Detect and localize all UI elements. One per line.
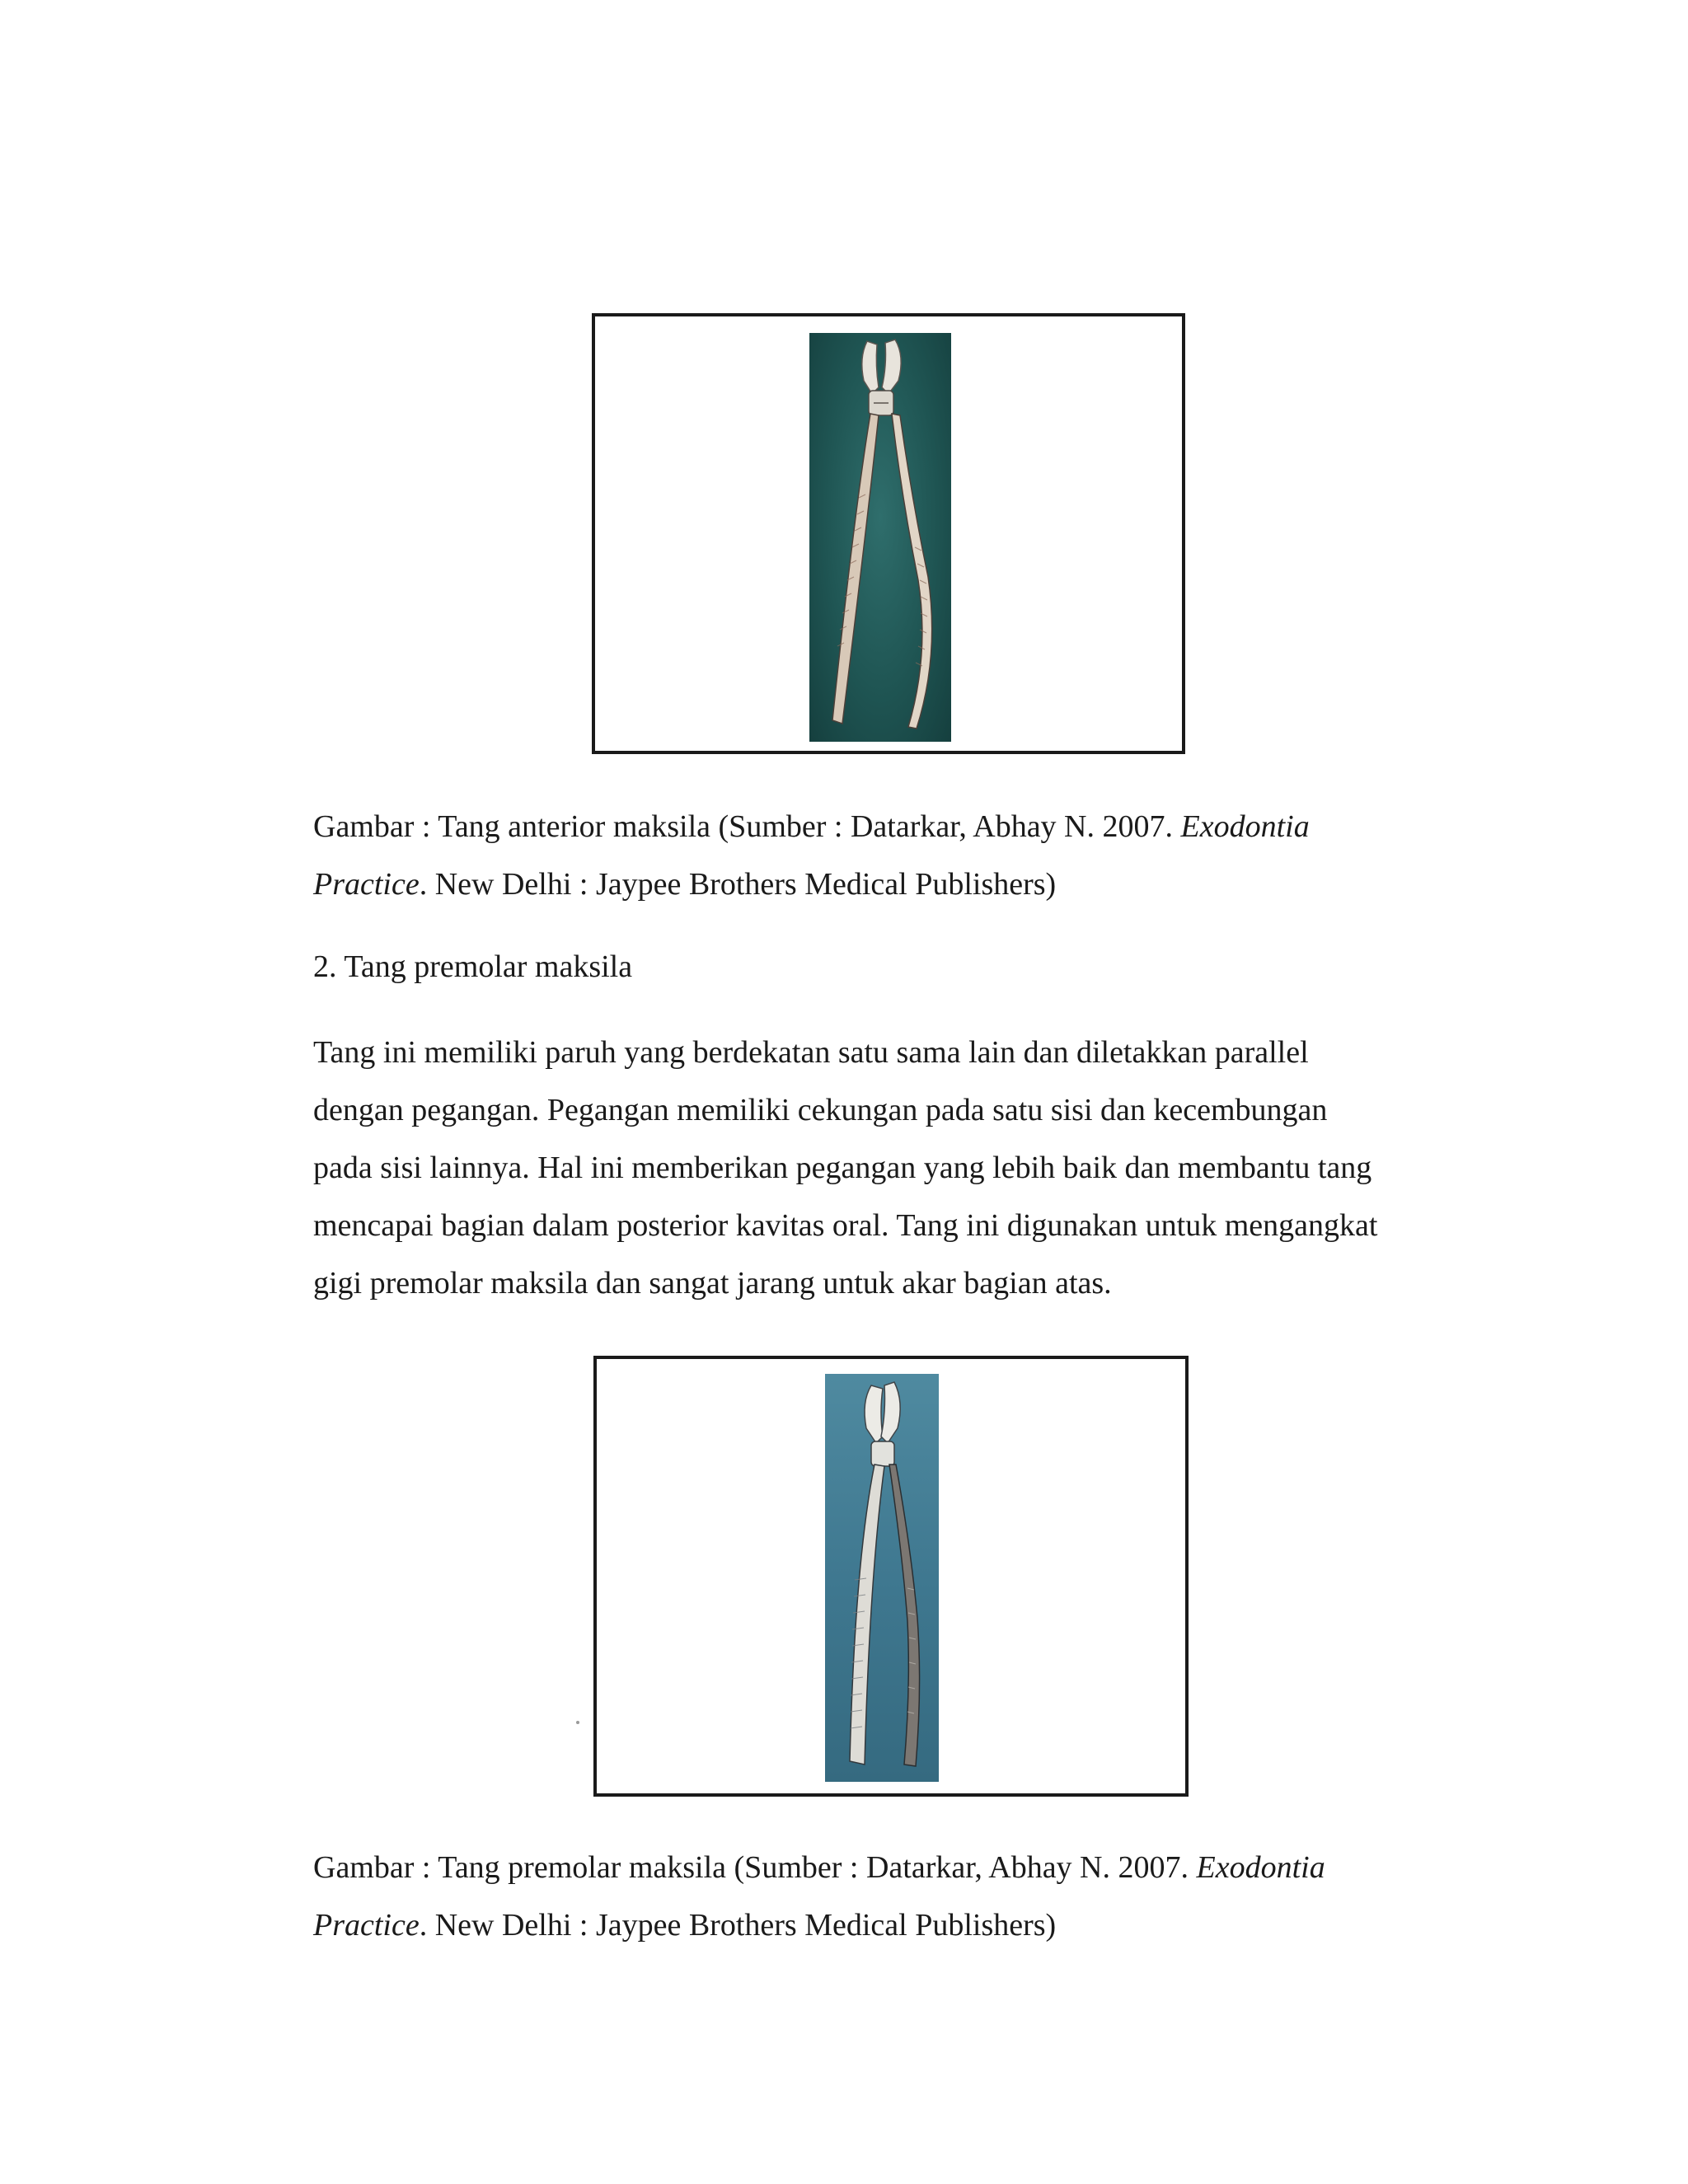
caption-text: . New Delhi : Jaypee Brothers Medical Publishers) xyxy=(419,1908,1057,1943)
body-paragraph xyxy=(313,1024,1377,1312)
paragraph-line: pada sisi lainnya. Hal ini memberikan pegangan yang lebih baik dan membantu tang xyxy=(313,1151,1372,1185)
figure-anterior-forceps xyxy=(592,313,1185,754)
caption-text: Gambar : Tang anterior maksila (Sumber : Datarkar, Abhay N. 2007. xyxy=(313,809,1181,844)
figure-premolar-forceps xyxy=(593,1356,1189,1797)
paragraph-line: gigi premolar maksila dan sangat jarang untuk akar bagian atas. xyxy=(313,1266,1112,1301)
forceps-photo xyxy=(825,1374,939,1782)
paragraph-line: dengan pegangan. Pegangan memiliki cekungan pada satu sisi dan kecembungan xyxy=(313,1093,1328,1127)
caption-text: . New Delhi : Jaypee Brothers Medical Publishers) xyxy=(419,867,1057,902)
caption-title-italic: Exodontia xyxy=(1196,1850,1325,1885)
section-heading: 2. Tang premolar maksila xyxy=(313,949,633,984)
caption-title-italic: Exodontia xyxy=(1180,809,1310,844)
figure-caption xyxy=(313,798,1310,913)
figure-caption xyxy=(313,1839,1325,1954)
paragraph-line: Tang ini memiliki paruh yang berdekatan satu sama lain dan diletakkan parallel xyxy=(313,1035,1309,1070)
caption-title-italic: Practice xyxy=(313,867,420,902)
forceps-illustration xyxy=(809,333,951,742)
caption-title-italic: Practice xyxy=(313,1908,420,1943)
scan-speck xyxy=(576,1721,579,1724)
forceps-photo xyxy=(809,333,951,742)
paragraph-line: mencapai bagian dalam posterior kavitas oral. Tang ini digunakan untuk mengangkat xyxy=(313,1208,1378,1243)
forceps-illustration xyxy=(825,1374,939,1782)
caption-text: Gambar : Tang premolar maksila (Sumber : Datarkar, Abhay N. 2007. xyxy=(313,1850,1197,1885)
